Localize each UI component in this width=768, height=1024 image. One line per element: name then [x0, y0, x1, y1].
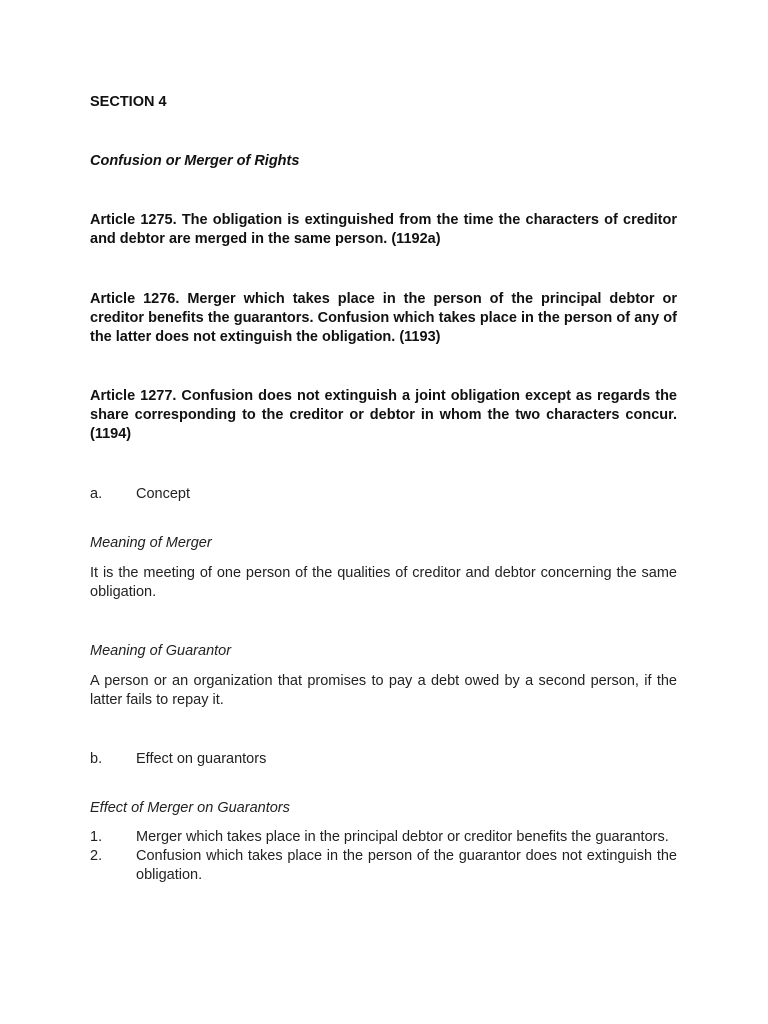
effect-list	[90, 828, 677, 885]
article-1276: Article 1276. Merger which takes place in the person of the principal debtor or creditor benefits the guarantors. Confusion which takes place in the person of any of the latter does not extinguish the obligation. (1193)	[90, 291, 677, 345]
list-text: Merger which takes place in the principal debtor or creditor benefits the guarantors.	[136, 829, 669, 845]
meaning-of-merger-heading: Meaning of Merger	[90, 535, 212, 551]
list-label: Effect on guarantors	[136, 751, 267, 767]
meaning-of-merger-text: It is the meeting of one person of the qualities of creditor and debtor concerning the same obligation.	[90, 565, 677, 600]
list-marker: b.	[90, 751, 103, 767]
meaning-of-guarantor-heading: Meaning of Guarantor	[90, 643, 232, 659]
list-label: Concept	[136, 486, 191, 502]
effect-heading: Effect of Merger on Guarantors	[90, 800, 290, 816]
article-1275: Article 1275. The obligation is extinguished from the time the characters of creditor and debtor are merged in the same person. (1192a)	[90, 212, 677, 247]
list-marker: 1.	[90, 829, 103, 845]
list-text: Confusion which takes place in the person of the guarantor does not extinguish the obligation.	[136, 848, 677, 883]
list-item-effect-on-guarantors	[90, 750, 677, 769]
list-marker: a.	[90, 486, 103, 502]
list-item-concept	[90, 485, 677, 504]
section-title: SECTION 4	[90, 94, 167, 110]
list-marker: 2.	[90, 848, 103, 864]
list-item	[90, 847, 677, 885]
list-item	[90, 828, 677, 847]
article-1277: Article 1277. Confusion does not extinguish a joint obligation except as regards the share corresponding to the creditor or debtor in whom the two characters concur. (1194)	[90, 388, 677, 442]
section-subtitle: Confusion or Merger of Rights	[90, 153, 300, 169]
meaning-of-guarantor-text: A person or an organization that promises to pay a debt owed by a second person, if the latter fails to repay it.	[90, 673, 677, 708]
